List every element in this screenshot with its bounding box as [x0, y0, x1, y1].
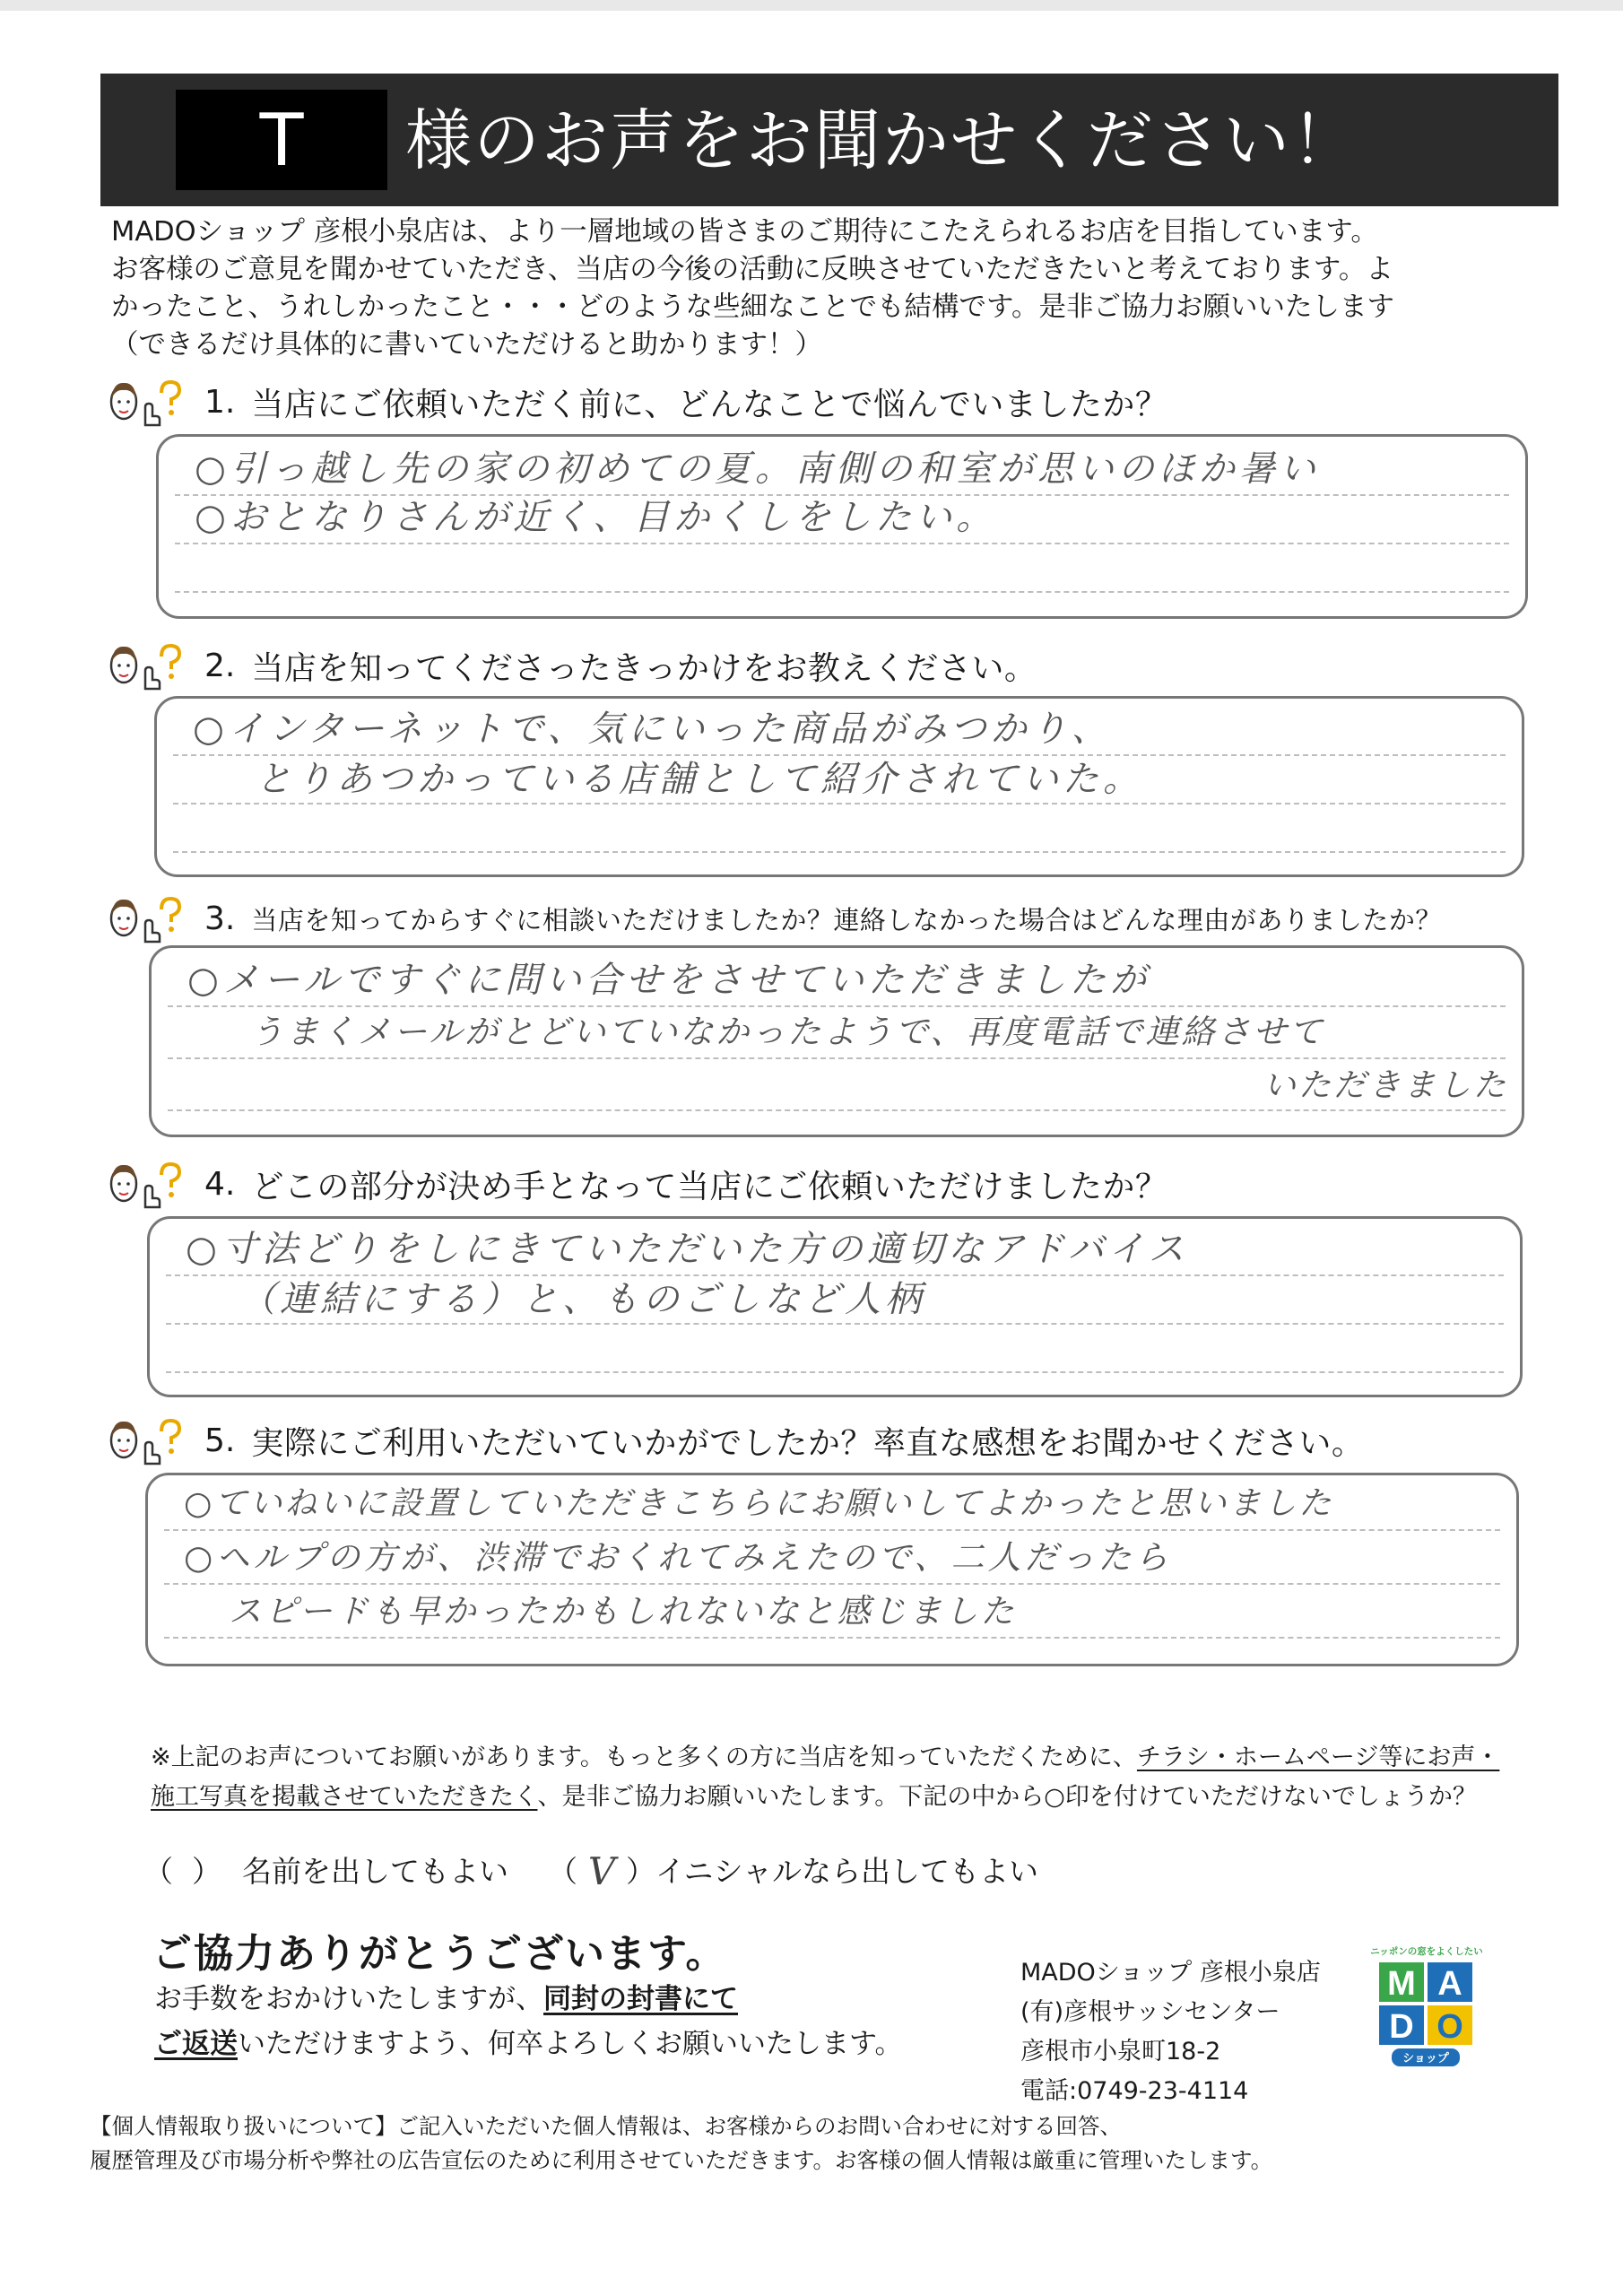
answer-line: ○引っ越し先の家の初めての夏。南側の和室が思いのほか暑い: [195, 448, 1320, 490]
question-text: どこの部分が決め手となって当店にご依頼いただけましたか？: [251, 1168, 1168, 1205]
woman-pointing-question-icon: [106, 891, 192, 945]
rule-line: [164, 1529, 1500, 1531]
initial-option-label: イニシャルなら出してもよい: [655, 1854, 1039, 1889]
handwritten-check-mark: V: [587, 1849, 616, 1893]
question-number: 1.: [204, 383, 236, 421]
question-number: 3.: [204, 900, 236, 937]
question-text: 実際にご利用いただいていかがでしたか？率直な感想をお聞かせください。: [251, 1424, 1365, 1462]
shop-phone: 電話:0749-23-4114: [1020, 2077, 1249, 2105]
answer-line: いただきました: [1263, 1067, 1509, 1104]
answer-line: ○おとなりさんが近く、目かくしをしたい。: [195, 497, 997, 538]
answer-box-1: [156, 434, 1528, 619]
closing-underlined: 同封の封書にて: [543, 1983, 738, 2015]
woman-pointing-question-icon: [106, 375, 192, 429]
question-1: [106, 375, 1167, 429]
publication-request-note: [151, 1738, 1549, 1817]
rule-line: [164, 1583, 1500, 1585]
question-text: 当店を知ってからすぐに相談いただけましたか？連絡しなかった場合はどんな理由がありましたか？: [251, 904, 1442, 935]
woman-pointing-question-icon: [106, 1157, 192, 1211]
question-number: 4.: [204, 1165, 236, 1203]
privacy-notice: [90, 2109, 1272, 2178]
closing-text-part: いただけますよう、何卒よろしくお願いいたします。: [238, 2028, 903, 2060]
woman-pointing-question-icon: [106, 639, 192, 692]
note-text: 、是非ご協力お願いいたします。下記の中から○印を付けていただけないでしょうか？: [537, 1783, 1477, 1811]
rule-line: [168, 1109, 1506, 1111]
page-title: 様のお声をお聞かせください！: [405, 102, 1359, 179]
answer-line: うまくメールがとどいていなかったようで、再度電話で連絡させて: [250, 1013, 1325, 1051]
question-text: 当店を知ってくださったきっかけをお教えください。: [251, 649, 1037, 687]
svg-text:M: M: [1387, 1965, 1416, 2003]
mado-shop-logo: [1359, 1943, 1494, 2077]
rule-line: [164, 1637, 1500, 1639]
answer-box-2: [154, 696, 1524, 877]
answer-box-3: [149, 945, 1524, 1137]
name-option-label: 名前を出してもよい: [242, 1854, 508, 1889]
question-number: 5.: [204, 1422, 236, 1459]
rule-line: [168, 1057, 1506, 1059]
answer-line: ○寸法どりをしにきていただいた方の適切なアドバイス: [186, 1229, 1189, 1270]
rule-line: [166, 1323, 1504, 1325]
consent-options: [143, 1849, 1038, 1894]
note-underlined: 施工写真を掲載させていただきたく: [151, 1783, 538, 1811]
shop-company: (有)彦根サッシセンター: [1020, 1998, 1280, 2026]
intro-line: お客様のご意見を聞かせていただき、当店の今後の活動に反映させていただきたいと考えております。よ: [111, 254, 1393, 285]
rule-line: [173, 803, 1506, 804]
answer-line: スピードも早かったかもしれないなと感じました: [229, 1592, 1017, 1631]
svg-text:O: O: [1436, 2008, 1463, 2046]
answer-line: ○メールですぐに問い合せをさせていただきましたが: [187, 960, 1151, 1001]
svg-text:A: A: [1437, 1965, 1462, 2003]
svg-text:ニッポンの窓をよくしたい: ニッポンの窓をよくしたい: [1370, 1946, 1483, 1957]
shop-name: MADOショップ 彦根小泉店: [1020, 1959, 1321, 1987]
question-3: [106, 891, 1442, 945]
closing-underlined: ご返送: [154, 2028, 238, 2060]
intro-line: MADOショップ 彦根小泉店は、より一層地域の皆さまのご期待にこたえられるお店を目指しています。: [111, 216, 1378, 248]
note-underlined: チラシ・ホームページ等にお声・: [1136, 1744, 1500, 1771]
question-5: [106, 1413, 1364, 1467]
closing-text-part: お手数をおかけいたしますが、: [154, 1983, 543, 2015]
rule-line: [175, 591, 1509, 593]
question-text: 当店にご依頼いただく前に、どんなことで悩んでいましたか？: [251, 386, 1168, 423]
answer-line: ○ていねいに設置していただきこちらにお願いしてよかったと思いました: [184, 1485, 1334, 1522]
svg-text:D: D: [1389, 2008, 1414, 2046]
answer-line: ○インターネットで、気にいった商品がみつかり、: [193, 709, 1112, 750]
svg-text:ショップ: ショップ: [1402, 2051, 1449, 2065]
rule-line: [166, 1371, 1504, 1373]
intro-line: かったこと、うれしかったこと・・・どのような些細なことでも結構です。是非ご協力お願いいたします: [111, 291, 1395, 323]
thanks-heading: ご協力ありがとうございます。: [152, 1931, 727, 1977]
question-number: 2.: [204, 647, 236, 684]
shop-address: 彦根市小泉町18-2: [1020, 2038, 1221, 2066]
rule-line: [175, 543, 1509, 544]
woman-pointing-question-icon: [106, 1413, 192, 1467]
scan-edge: [0, 0, 1623, 11]
shop-info: [1020, 1953, 1321, 2111]
name-option-checkbox[interactable]: （ ）: [143, 1854, 221, 1889]
customer-name: T: [176, 90, 387, 190]
intro-text: [111, 213, 1546, 364]
answer-box-4: [147, 1216, 1523, 1397]
rule-line: [168, 1005, 1506, 1007]
privacy-line: 【個人情報取り扱いについて】ご記入いただいた個人情報は、お客様からのお問い合わせに対する回答、: [90, 2113, 1123, 2139]
question-2: [106, 639, 1037, 692]
answer-line: とりあつかっている店舗として紹介されていた。: [256, 759, 1143, 800]
note-text: ※上記のお声についてお願いがあります。もっと多くの方に当店を知っていただくために、: [151, 1744, 1137, 1771]
privacy-line: 履歴管理及び市場分析や弊社の広告宣伝のために利用させていただきます。お客様の個人情報は厳重に管理いたします。: [90, 2147, 1273, 2173]
rule-line: [173, 851, 1506, 853]
answer-box-5: [145, 1473, 1519, 1666]
closing-text: [154, 1977, 903, 2066]
intro-line: （できるだけ具体的に書いていただけると助かります！）: [111, 329, 822, 361]
answer-line: ○ヘルプの方が、渋滞でおくれてみえたので、二人だったら: [184, 1538, 1172, 1577]
initial-option-checkbox[interactable]: （ V ）: [548, 1849, 655, 1893]
answer-line: （連結にする）と、ものごしなど人柄: [239, 1279, 925, 1320]
question-4: [106, 1157, 1167, 1211]
